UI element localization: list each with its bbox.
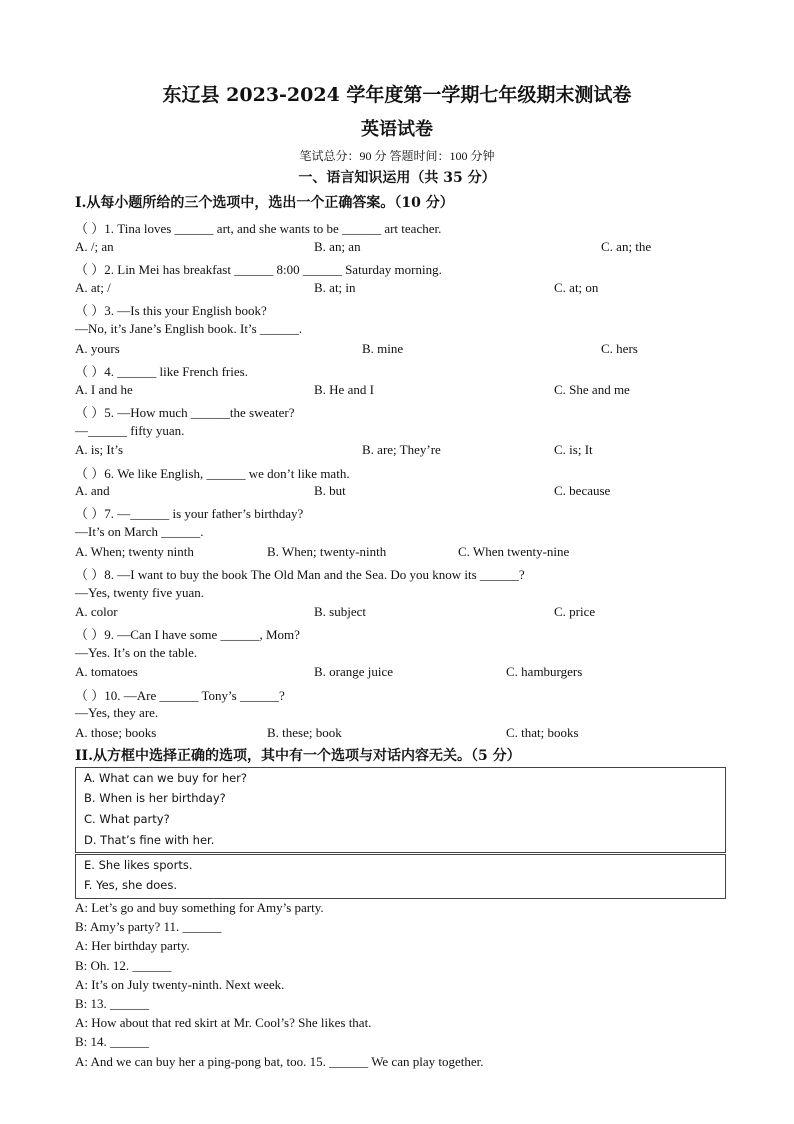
answer-option: B. an; an bbox=[314, 239, 361, 254]
question-stem: （ ）4. ______ like French fries. bbox=[75, 364, 248, 379]
answer-option: C. When twenty-nine bbox=[458, 544, 570, 559]
dialogue-line: A: How about that red skirt at Mr. Cool’s? She likes that. bbox=[75, 1015, 372, 1030]
answer-option: B. subject bbox=[314, 604, 366, 619]
answer-option: B. orange juice bbox=[314, 664, 394, 679]
question-stem: （ ）5. —How much ______the sweater? bbox=[75, 405, 295, 420]
question-stem: （ ）8. —I want to buy the book The Old Man and the Sea. Do you know its ______? bbox=[75, 567, 525, 582]
answer-option: C. price bbox=[554, 604, 596, 619]
answer-option: C. that; books bbox=[506, 725, 579, 740]
answer-option: B. at; in bbox=[314, 280, 356, 295]
answer-option: A. I and he bbox=[75, 382, 133, 397]
dialogue-line: A: Let’s go and buy something for Amy’s party. bbox=[75, 900, 324, 915]
dialogue-line: B: Amy’s party? 11. ______ bbox=[75, 919, 222, 934]
question-line: —No, it’s Jane’s English book. It’s ______. bbox=[75, 321, 303, 336]
dialogue-line: A: And we can buy her a ping-pong bat, too. 15. ______ We can play together. bbox=[75, 1054, 484, 1069]
question-line: —Yes, twenty five yuan. bbox=[75, 585, 205, 600]
exam-title: 东辽县 2023-2024 学年度第一学期七年级期末测试卷 bbox=[162, 84, 632, 106]
question-stem: （ ）6. We like English, ______ we don’t like math. bbox=[75, 466, 350, 481]
answer-option: C. is; It bbox=[554, 442, 593, 457]
question-stem: （ ）1. Tina loves ______ art, and she wants to be ______ art teacher. bbox=[75, 221, 442, 236]
box-option: E. She likes sports. bbox=[84, 858, 193, 872]
option-box-1 bbox=[75, 767, 726, 853]
question-stem: （ ）7. —______ is your father’s birthday? bbox=[75, 506, 304, 521]
answer-option: C. hamburgers bbox=[506, 664, 583, 679]
question-line: —______ fifty yuan. bbox=[75, 423, 185, 438]
answer-option: A. and bbox=[75, 483, 110, 498]
answer-option: B. When; twenty-ninth bbox=[267, 544, 387, 559]
answer-option: A. is; It’s bbox=[75, 442, 124, 457]
dialogue-line: A: Her birthday party. bbox=[75, 938, 190, 953]
answer-option: C. She and me bbox=[554, 382, 630, 397]
answer-option: A. those; books bbox=[75, 725, 157, 740]
box-option: B. When is her birthday? bbox=[84, 791, 226, 805]
section1-heading: I.从每小题所给的三个选项中，选出一个正确答案。（10 分） bbox=[75, 195, 454, 211]
box-option: C. What party? bbox=[84, 812, 170, 826]
answer-option: B. mine bbox=[362, 341, 404, 356]
answer-option: A. When; twenty ninth bbox=[75, 544, 194, 559]
answer-option: A. /; an bbox=[75, 239, 114, 254]
answer-option: A. yours bbox=[75, 341, 120, 356]
answer-option: C. because bbox=[554, 483, 611, 498]
box-option: F. Yes, she does. bbox=[84, 878, 178, 892]
answer-option: A. tomatoes bbox=[75, 664, 138, 679]
dialogue-line: B: 14. ______ bbox=[75, 1034, 150, 1049]
question-stem: （ ）9. —Can I have some ______, Mom? bbox=[75, 627, 300, 642]
answer-option: C. hers bbox=[601, 341, 638, 356]
option-box-2 bbox=[75, 854, 726, 899]
question-stem: （ ）3. —Is this your English book? bbox=[75, 303, 267, 318]
dialogue-line: B: Oh. 12. ______ bbox=[75, 958, 172, 973]
answer-option: B. He and I bbox=[314, 382, 374, 397]
answer-option: B. these; book bbox=[267, 725, 342, 740]
dialogue-line: A: It’s on July twenty-ninth. Next week. bbox=[75, 977, 285, 992]
question-stem: （ ）10. —Are ______ Tony’s ______? bbox=[75, 688, 285, 703]
exam-info: 笔试总分：90 分 答题时间：100 分钟 bbox=[299, 149, 495, 163]
question-line: —Yes, they are. bbox=[75, 705, 159, 720]
answer-option: C. an; the bbox=[601, 239, 652, 254]
question-line: —Yes. It’s on the table. bbox=[75, 645, 198, 660]
question-stem: （ ）2. Lin Mei has breakfast ______ 8:00 ______ Saturday morning. bbox=[75, 262, 442, 277]
question-line: —It’s on March ______. bbox=[75, 524, 204, 539]
answer-option: C. at; on bbox=[554, 280, 599, 295]
section2-heading: II.从方框中选择正确的选项，其中有一个选项与对话内容无关。（5 分） bbox=[75, 748, 521, 764]
answer-option: A. at; / bbox=[75, 280, 111, 295]
part-heading: 一、语言知识运用（共 35 分） bbox=[298, 170, 496, 186]
answer-option: B. are; They’re bbox=[362, 442, 441, 457]
answer-option: A. color bbox=[75, 604, 118, 619]
answer-option: B. but bbox=[314, 483, 346, 498]
box-option: A. What can we buy for her? bbox=[84, 771, 248, 785]
exam-subtitle: 英语试卷 bbox=[361, 119, 433, 140]
dialogue-line: B: 13. ______ bbox=[75, 996, 150, 1011]
box-option: D. That’s fine with her. bbox=[84, 833, 215, 847]
